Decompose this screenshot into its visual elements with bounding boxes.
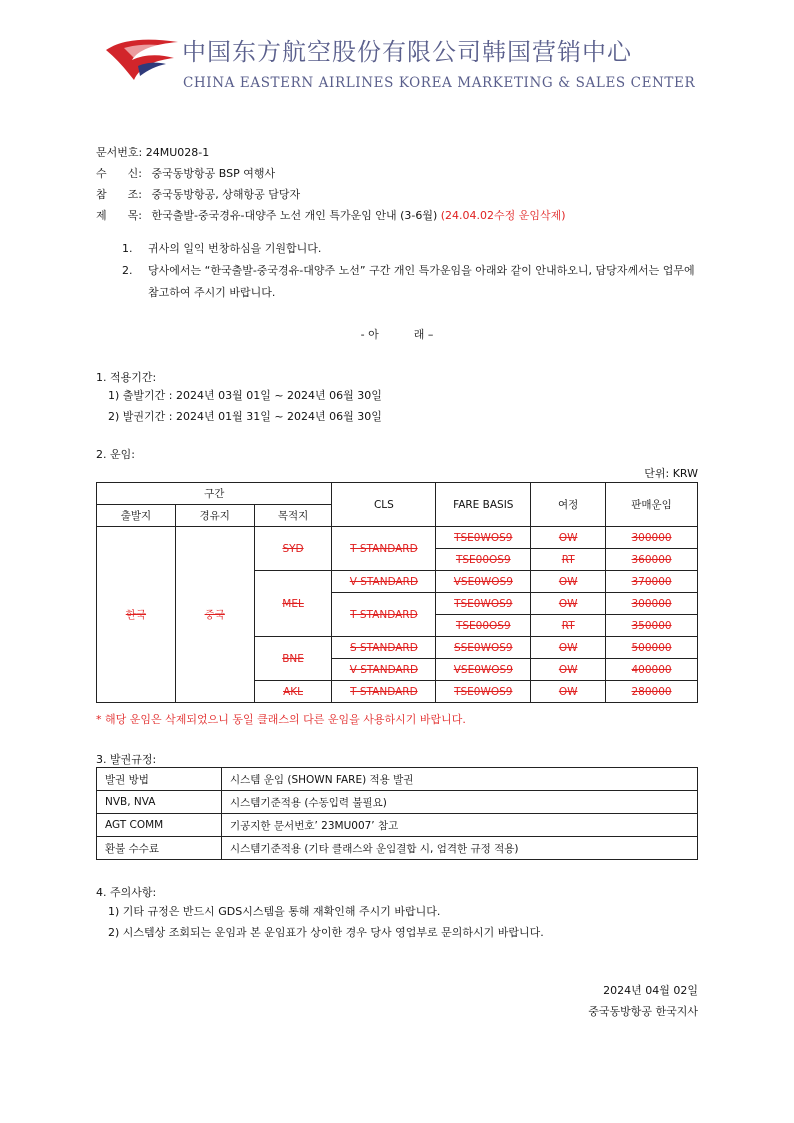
- section2-title: 2. 운임:: [96, 448, 135, 461]
- fare-basis-cell: VSE0WOS9: [436, 659, 531, 681]
- cc-row: [96, 184, 566, 205]
- header-trip: 여정: [531, 483, 606, 527]
- section1-title: 1. 적용기간:: [96, 371, 157, 384]
- header-price: 판매운임: [606, 483, 698, 527]
- departure-period: 1) 출발기간 : 2024년 03월 01일 ~ 2024년 06월 30일: [108, 389, 382, 402]
- fare-basis-cell: TSE0WOS9: [436, 527, 531, 549]
- table-row: [97, 768, 698, 791]
- dest-cell: MEL: [254, 571, 332, 637]
- cls-cell: T STANDARD: [332, 593, 436, 637]
- recipient-row: [96, 163, 566, 184]
- dest-cell: SYD: [254, 527, 332, 571]
- recipient-label: 수 신:: [96, 167, 142, 180]
- section1-list: [108, 385, 382, 427]
- ticketing-rules-table: [96, 767, 698, 860]
- trip-cell: OW: [531, 659, 606, 681]
- ticketing-period: 2) 발권기간 : 2024년 01월 31일 ~ 2024년 06월 30일: [108, 410, 382, 423]
- header-fare-basis: FARE BASIS: [436, 483, 531, 527]
- rule-key: 환불 수수료: [97, 837, 222, 860]
- deleted-fare-note: * 해당 운임은 삭제되었으니 동일 클래스의 다른 운임을 사용하시기 바랍니다.: [96, 713, 466, 726]
- currency-unit: 단위: KRW: [644, 467, 698, 480]
- header-dest: 목적지: [254, 505, 332, 527]
- signature: 중국동방항공 한국지사: [588, 1005, 698, 1018]
- header-origin: 출발지: [97, 505, 176, 527]
- rule-value: 시스템기준적용 (기타 클래스와 운임결합 시, 엄격한 규정 적용): [222, 837, 698, 860]
- rule-key: NVB, NVA: [97, 791, 222, 814]
- cls-cell: T STANDARD: [332, 681, 436, 703]
- trip-cell: OW: [531, 527, 606, 549]
- company-name-en: CHINA EASTERN AIRLINES KOREA MARKETING & SALES CENTER: [183, 75, 696, 91]
- below-heading: - 아 래 –: [360, 328, 434, 341]
- doc-number-row: [96, 142, 566, 163]
- dest-cell: BNE: [254, 637, 332, 681]
- section3-title: 3. 발권규정:: [96, 753, 157, 766]
- price-cell: 280000: [606, 681, 698, 703]
- header-segment: 구간: [97, 483, 332, 505]
- china-eastern-logo-icon: [104, 36, 180, 82]
- rule-value: 시스템기준적용 (수동입력 불필요): [222, 791, 698, 814]
- header-via: 경유지: [175, 505, 254, 527]
- fare-basis-cell: SSE0WOS9: [436, 637, 531, 659]
- price-cell: 370000: [606, 571, 698, 593]
- cc: 중국동방항공, 상해항공 담당자: [151, 188, 301, 201]
- caution-item: 2) 시스템상 조회되는 운임과 본 운임표가 상이한 경우 당사 영업부로 문의하시기 바랍니다.: [108, 926, 544, 939]
- cls-cell: T STANDARD: [332, 527, 436, 571]
- origin-cell: 한국: [97, 527, 176, 703]
- fare-basis-cell: TSE00OS9: [436, 615, 531, 637]
- trip-cell: OW: [531, 637, 606, 659]
- price-cell: 300000: [606, 593, 698, 615]
- cc-label: 참 조:: [96, 188, 142, 201]
- rule-key: 발권 방법: [97, 768, 222, 791]
- rule-value: 기공지한 문서번호’ 23MU007’ 참고: [222, 814, 698, 837]
- table-row: [97, 837, 698, 860]
- dest-cell: AKL: [254, 681, 332, 703]
- table-row: [97, 527, 698, 549]
- rule-value: 시스템 운임 (SHOWN FARE) 적용 발권: [222, 768, 698, 791]
- intro-list: [122, 238, 702, 304]
- company-name-cn: 中国东方航空股份有限公司韩国营销中心: [182, 38, 632, 66]
- intro-item: 2. 당사에서는 “한국출발-중국경유-대양주 노선” 구간 개인 특가운임을 아래와 같이 안내하오니, 담당자께서는 업무에 참고하여 주시기 바랍니다.: [122, 264, 695, 299]
- subject-row: [96, 205, 566, 226]
- trip-cell: RT: [531, 549, 606, 571]
- fare-basis-cell: TSE0WOS9: [436, 681, 531, 703]
- price-cell: 400000: [606, 659, 698, 681]
- header-cls: CLS: [332, 483, 436, 527]
- subject-revision-note: (24.04.02수정 운임삭제): [440, 209, 566, 222]
- intro-item: 1. 귀사의 일익 번창하심을 기원합니다.: [122, 242, 322, 255]
- price-cell: 500000: [606, 637, 698, 659]
- fare-basis-cell: TSE00OS9: [436, 549, 531, 571]
- rule-key: AGT COMM: [97, 814, 222, 837]
- fare-basis-cell: VSE0WOS9: [436, 571, 531, 593]
- doc-number: 24MU028-1: [145, 146, 210, 159]
- table-row: [97, 814, 698, 837]
- document-meta: [96, 142, 566, 226]
- trip-cell: OW: [531, 681, 606, 703]
- trip-cell: RT: [531, 615, 606, 637]
- fare-basis-cell: TSE0WOS9: [436, 593, 531, 615]
- cls-cell: V STANDARD: [332, 659, 436, 681]
- fare-table: [96, 482, 698, 703]
- doc-number-label: 문서번호:: [96, 146, 143, 159]
- section4-list: [108, 901, 544, 943]
- price-cell: 300000: [606, 527, 698, 549]
- subject-label: 제 목:: [96, 209, 142, 222]
- trip-cell: OW: [531, 593, 606, 615]
- subject: 한국출발-중국경유-대양주 노선 개인 특가운임 안내 (3-6월): [151, 209, 438, 222]
- issue-date: 2024년 04월 02일: [603, 984, 698, 997]
- caution-item: 1) 기타 규정은 반드시 GDS시스템을 통해 재확인해 주시기 바랍니다.: [108, 905, 441, 918]
- via-cell: 중국: [175, 527, 254, 703]
- table-row: [97, 791, 698, 814]
- price-cell: 360000: [606, 549, 698, 571]
- footer: [588, 980, 698, 1022]
- trip-cell: OW: [531, 571, 606, 593]
- cls-cell: S STANDARD: [332, 637, 436, 659]
- price-cell: 350000: [606, 615, 698, 637]
- section4-title: 4. 주의사항:: [96, 886, 157, 899]
- cls-cell: V STANDARD: [332, 571, 436, 593]
- recipient: 중국동방항공 BSP 여행사: [151, 167, 276, 180]
